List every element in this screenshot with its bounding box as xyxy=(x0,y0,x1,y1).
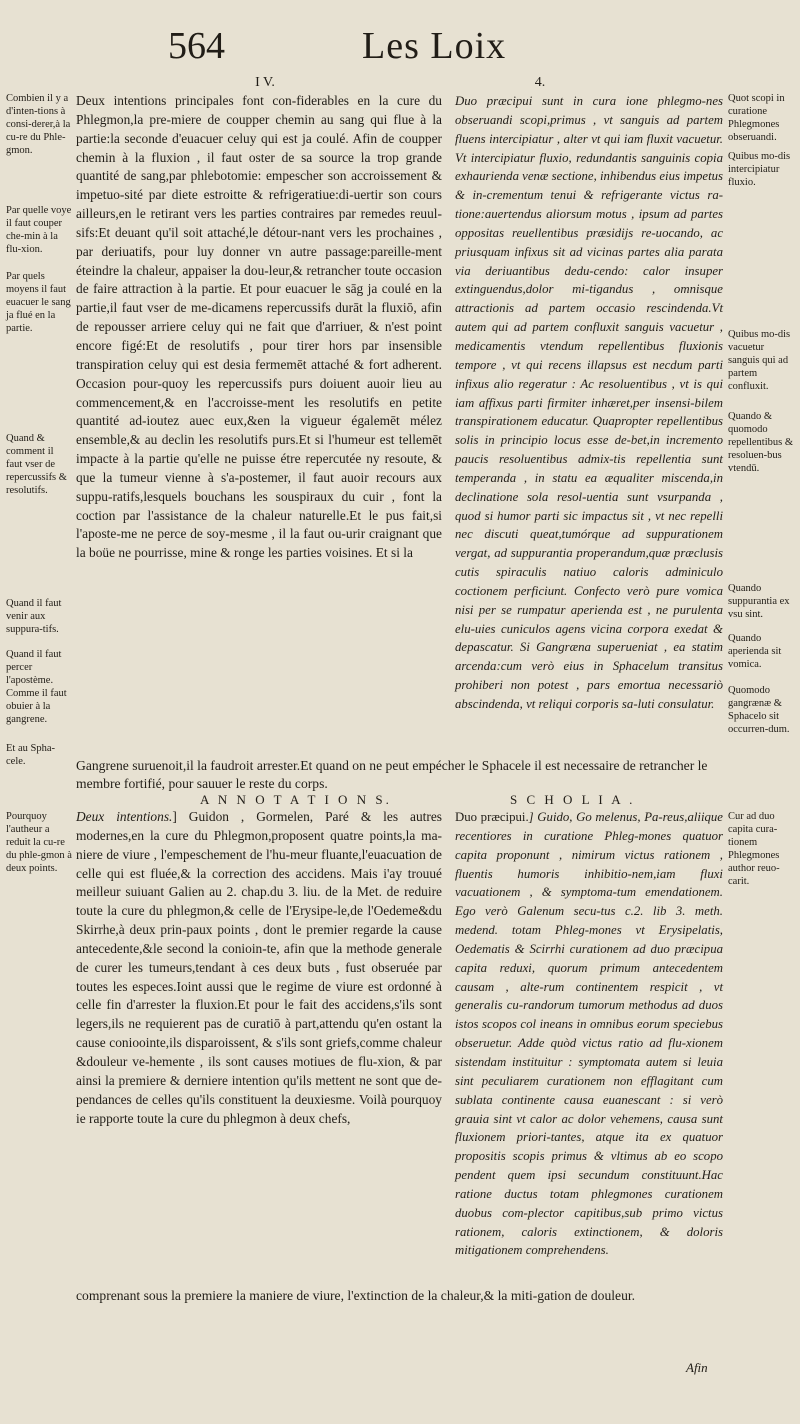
running-title: Les Loix xyxy=(362,25,507,67)
page-number: 564 xyxy=(168,25,225,67)
scholia-lemma: Duo præcipui. xyxy=(455,810,529,824)
margin-note: Comme il faut obuier à la gangrene. xyxy=(6,688,67,725)
scholia-body: ] Guido, Go melenus, Pa-reus,aliique recentiores in curatione Phleg-mones quatuor capita proponunt , nimirum victus rationem , fluentis humoris inhibitio-nem,iam fluxi vacuationem , & symptoma-tum emendationem. Ego verò Galenum secu-tus c.2. lib 3. meth. medend. totam Phleg-mones vt Erysipelatis, Oedematis & Scirrhi curationem ad duo præcipua capita reduxi, quorum primum antecedentem causam , alte-rum continentem respicit , vt generalis cu-randorum tumorum methodus ad duos istos scopos col ineans in omnibus eorum speciebus obseruetur. Adde quòd victus ratio ad flu-xionem sistendam instituitur : symptomata autem si leuia sint peculiarem curationem non efflagitant cum sublata continente causa euanescant : si verò grauia sint vt calor ac dolor vehemens, causa sunt fluxionem priori-tantes, atque ita ex quatuor propositis scopis primus & vltimus ab eo scopo pendent quem ipsi secundum constituunt.Hac ratione ductus totam phlegmones curationem duobus com-plector capitibus,sub primo victus rationem, caloris extinctionem, & doloris mitigationem comprehendens. xyxy=(455,810,723,1258)
french-continuation: Gangrene suruenoit,il la faudroit arrester.Et quand on ne peut empécher le Sphacele il est necessaire de retrancher le membre fortifié, pour sauuer le reste du corps. xyxy=(76,758,708,791)
catchword: Afin xyxy=(686,1360,708,1375)
annotation-body: ] Guidon , Gormelen, Paré & les autres modernes,en la cure du Phlegmon,proposent quatre points,la ma-niere de viure , l'empeschement de l'hu-meur fluante,l'euacuation de celle qui est fluée,& la correction des accidens. Mais i'ay trouué meilleur suiuant Galien au 2. chap.du 3. liu. de la Met. de reduire toute la cure du phlegmon,& celle de l'Erysipe-le,de l'Oedeme&du Skirrhe,à deux prin-paux points , dont le premier regarde la cause antecedente,&le second la conioin-te, afin que la methode generale de curer les tumeurs,tendant à ces deux buts , fust obseruée par toutes les especes.Ioint aussi que le regime de viure est ordonné à celle fin d'arrester la fluxion.Et pour le fait des accidens,s'ils sont legers,ils ne requierent pas de curatiō à part,attendu qu'en ostant la cause conioointe,ils disparoissent, & s'ils sont griefs,comme chaleur &douleur ve-hemente , ils sont causes motiues de flu-xion, & par ainsi la premiere & derniere intention qu'ils mettent ne sont que de-pendances de celles qu'ils constituent la deuxiesme. Voilà pourquoy ie rapporte toute la cure du phlegmon à deux chefs, xyxy=(76,809,442,1126)
margin-note: Quand il faut venir aux suppura-tifs. xyxy=(6,598,62,635)
margin-note: Pourquoy l'autheur a reduit la cu-re du phle-gmon à deux points. xyxy=(6,811,72,874)
margin-note: Quibus mo-dis vacuetur sanguis qui ad partem confluxit. xyxy=(728,329,791,392)
margin-note: Par quels moyens il faut euacuer le sang ja flué en la partie. xyxy=(6,271,71,334)
margin-note: Quand & comment il faut vser de repercussifs & resolutifs. xyxy=(6,433,67,496)
margin-note: Quando suppurantia ex vsu sint. xyxy=(728,583,790,620)
margin-note: Par quelle voye il faut couper che-min à la flu-xion. xyxy=(6,205,72,255)
margin-note: Combien il y a d'inten-tions à consi-derer,à la cu-re du Phle-gmon. xyxy=(6,93,71,156)
margin-note: Quibus mo-dis intercipiatur fluxio. xyxy=(728,151,791,188)
section-number-french: I V. xyxy=(255,75,275,90)
scholia-heading: S C H O L I A . xyxy=(510,792,636,807)
margin-note: Cur ad duo capita cura-tionem Phlegmones author reuo-carit. xyxy=(728,811,780,887)
margin-note: Et au Spha-cele. xyxy=(6,743,55,767)
section-number-latin: 4. xyxy=(534,75,546,90)
margin-note: Quomodo gangrænæ & Sphacelo sit occurren-dum. xyxy=(728,685,790,735)
margin-note: Quand il faut percer l'apostème. xyxy=(6,649,62,686)
annotations-heading: A N N O T A T I O N S. xyxy=(200,792,392,807)
margin-note: Quando aperienda sit vomica. xyxy=(728,633,782,670)
french-text-column: Deux intentions principales font con-fiderables en la cure du Phlegmon,la pre-miere de coupper chemin au sang qui flue à la partie:la seconde d'euacuer celuy qui est ja coulé. Afin de coupper chemin à la fluxion , il faut oster de sa source la trop grande quantité de sang,par phlebotomie: empescher son accroissement & impetuo-sité par diete estroitte & refrigeratiue:di-uertir son cours ailleurs,en le retirant vers les parties contraires par remedes reuul-sifs:Et deuant qu'il soit attaché,le détour-nant vers les prochaines , par deriuatifs, pour luy donner vn autre passage:pareille-ment éteindre la chaleur, appaiser la dou-leur,& retrancher toute occasion de faire attraction à la partie. Et pour euacuer le sāg ja coulé en la partie,il faut vser de me-dicamens repercussifs durāt la fluxiō, afin de repousser arriere celuy qui ne fait que d'arriuer, & n'est point encore figé:Et de resolutifs , pour tirer hors par insensible transpiration celuy qui est desia fermemēt attaché & fort adherent. Occasion pour-quoy les repercussifs purs doiuent auoir lieu au commencement,& en l'accroisse-ment les resolutifs en petite quantité ad-ioutez auec eux,&en la vigueur égalemēt mélez ensemble,& au declin les resolutifs purs.Et si l'humeur est tellemēt impacte à la partie qu'elle ne puisse étre repercutée ny resoute, & que la tumeur vienne à s'a-postemer, il faut auoir recours aux suppu-ratifs,lesquels bouchans les souspiraux du cuir , font la coction par l'assistance de la chaleur naturelle.Et le pus fait,si l'aposte-me ne perce de soy-mesme , il la faut ou-urir craignant que la boüe ne pourrisse, mine & ronge les parties voisines. Et si la xyxy=(76,93,442,561)
scholia-text xyxy=(455,808,723,1260)
latin-text-column: Duo præcipui sunt in cura ione phlegmo-nes obseruandi scopi,primus , vt sanguis ad partem fluens intercipiatur , alter vt qui iam fluxit vacuetur. Vt intercipiatur fluxio, redundantis sanguinis copia exhaurienda venæ sectione, inhibendus eius impetus & in-crementum tenui & refrigerante victus ra-tione:auertendus aliorsum motus , ipsum ad partes oppositas reuellentibus præsidijs re-uocando, ac priusquam infixus sit ad vicinas partes alia parata via deriuantibus dedu-cendo: calor insuper extinguendus,dolor mi-tigandus , omnisque attractionis ad partem occasio rescindenda.Vt autem qui ad partem confluxit sanguis vacuetur , medicamentis vtendum repellentibus fluxionis tempore , vt qui recens illapsus est necdum parti infixus alio regeratur : Ac resoluentibus , vt is qui iam affixus parti firmiter inhæret,per insensi-bilem transpirationem educatur. Quapropter repellentibus solis in principio locus esse de-bet,in incremento paucis resoluentibus admix-tis repellentia sunt temperanda , in statu ea æqualiter miscenda,in declinatione sola resol-uentia sunt vsurpanda , quod si humor parti sic impactus sit , vt nec repelli nec discuti queat,tumórque ad suppurationem vergat, ad suppurantia properandum,quæ præclusis cutis spiraculis natiuo caloris adminiculo coctionem perficiunt. Confecto verò pure vomica nisi per se rumpatur aperienda est , ne purulenta elu-uies cuniculos agens vicina corpora exedat & depascatur. Si Gangræna superueniat , ea statim arcenda:cum verò eius in Sphacelum transitus prohiberi non potest , pars emortua necessariò abscindenda, vt reliqui corporis sa-luti consulatur. xyxy=(455,94,723,711)
margin-note: Quando & quomodo repellentibus & resoluen-bus vtendū. xyxy=(728,411,794,474)
annotation-continuation: comprenant sous la premiere la maniere de viure, l'extinction de la chaleur,& la miti-gation de douleur. xyxy=(76,1288,636,1303)
annotation-text xyxy=(76,808,442,1128)
margin-note: Quot scopi in curatione Phlegmones obseruandi. xyxy=(728,93,785,143)
annotation-lemma: Deux intentions. xyxy=(76,809,173,824)
page-header xyxy=(0,14,800,66)
